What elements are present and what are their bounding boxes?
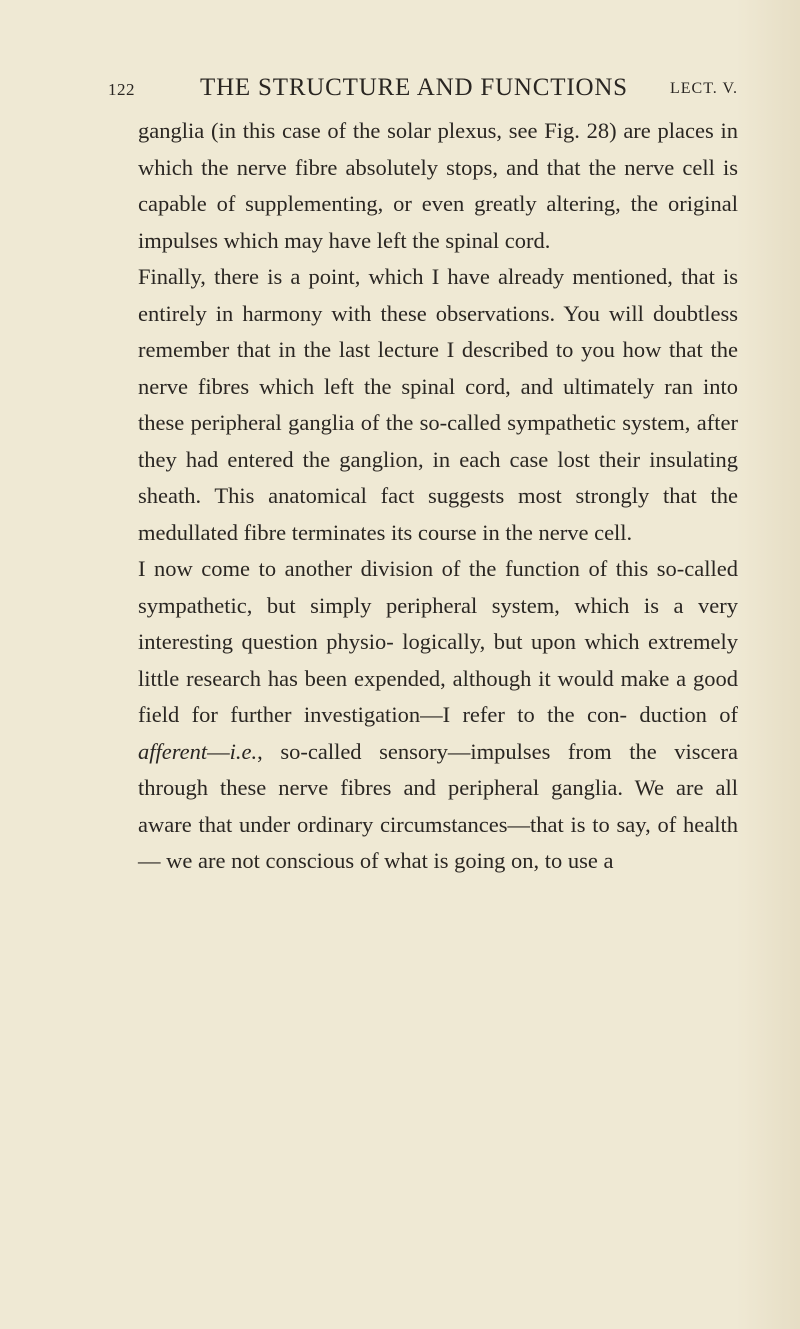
lecture-label: LECT. V.	[669, 80, 738, 97]
paragraph-3-text-end: , so-called sensory—impulses from the viscera through these nerve fibres and peripheral ganglia. We are all aware that under ordinary circumstances—that is to say, of health— we are not conscious of what is going on, to use a	[138, 738, 738, 873]
running-title: THE STRUCTURE AND FUNCTIONS	[200, 74, 628, 101]
paragraph-3-text-start: I now come to another division of the function of this so-called sympathetic, but simply peripheral system, which is a very interesting question physio- logically, but upon which extremely little research has been expended, although it would make a good field for further investigation—I refer to the con- duction of	[138, 556, 738, 727]
body-text	[138, 113, 738, 880]
running-header	[108, 74, 738, 108]
paragraph-1: ganglia (in this case of the solar plexus, see Fig. 28) are places in which the nerve fibre absolutely stops, and that the nerve cell is capable of supplementing, or even greatly altering, the original impulses which may have left the spinal cord.	[138, 118, 738, 253]
italic-abbrev-ie: i.e.	[229, 738, 258, 764]
paragraph-3	[138, 551, 738, 880]
em-dash: —	[207, 738, 230, 764]
italic-term-afferent: afferent	[138, 738, 208, 764]
page-number: 122	[108, 80, 135, 99]
paragraph-2: Finally, there is a point, which I have already mentioned, that is entirely in harmony with these observations. You will doubtless remember that in the last lecture I described to you how that the nerve fibres which left the spinal cord, and ultimately ran into these peripheral ganglia of the so-called sympathetic system, after they had entered the ganglion, in each case lost their insulating sheath. This anatomical fact suggests most strongly that the medullated fibre terminates its course in the nerve cell.	[138, 264, 738, 545]
